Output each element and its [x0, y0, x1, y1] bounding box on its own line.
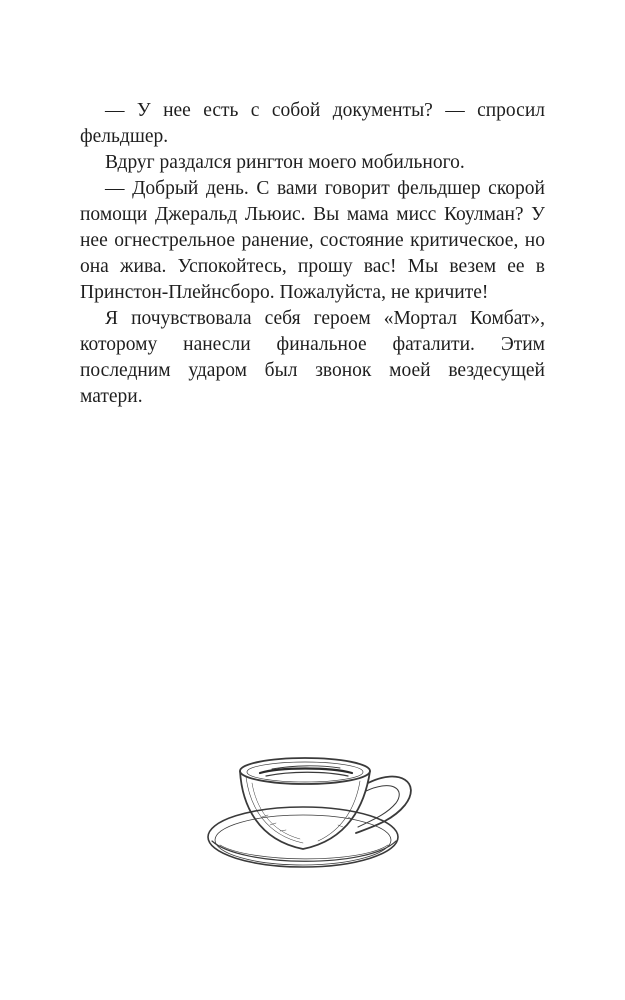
paragraph: — У нее есть с собой документы? — спросил фельдшер. [80, 100, 545, 147]
paragraph: Я почувствовала себя героем «Мортал Комбат», которому нанесли финальное фаталити. Этим последним ударом был звонок моей вездесущей матери. [80, 308, 545, 407]
body-text [80, 98, 545, 410]
paragraph: Вдруг раздался рингтон моего мобильного. [105, 152, 465, 173]
teacup-icon [200, 745, 430, 880]
paragraph: — Добрый день. С вами говорит фельдшер скорой помощи Джеральд Льюис. Вы мама мисс Коулман? У нее огнестрельное ранение, состояние критическое, но она жива. Успокойтесь, прошу вас! Мы везем ее в Принстон-Плейнсборо. Пожалуйста, не кричите! [80, 178, 545, 303]
